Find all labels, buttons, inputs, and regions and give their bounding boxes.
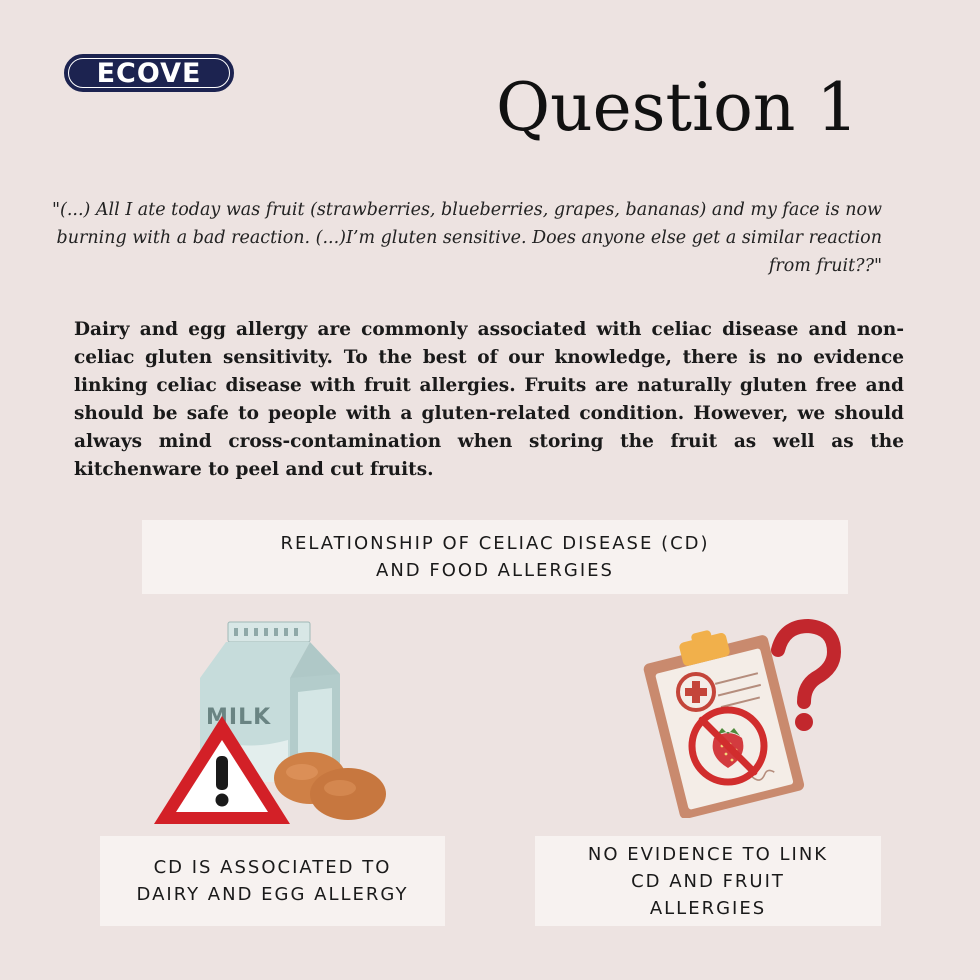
header-box	[142, 520, 848, 594]
header-box-text	[280, 530, 709, 584]
no-fruit-link-illustration	[630, 618, 845, 818]
header-line-2: AND FOOD ALLERGIES	[376, 560, 614, 581]
header-line-1: RELATIONSHIP OF CELIAC DISEASE (CD)	[280, 533, 710, 554]
left-caption-line-2: DAIRY AND EGG ALLERGY	[136, 884, 409, 905]
dairy-egg-caption-text	[137, 854, 409, 908]
right-caption-line-2: CD AND FRUIT	[631, 870, 785, 892]
answer-paragraph: Dairy and egg allergy are commonly associated with celiac disease and non-celiac gluten sensitivity. To the best of our knowledge, there is no evidence linking celiac disease with fruit allergies. Fruits are naturally gluten free and should be safe to people with a gluten-related condition. However, we should always mind cross-contamination when storing the fruit as well as the kitchenware to peel and cut fruits.	[74, 319, 904, 480]
left-caption-line-1: CD IS ASSOCIATED TO	[153, 857, 392, 878]
ecove-logo	[64, 54, 234, 92]
logo-badge	[68, 58, 230, 88]
dairy-egg-illustration	[150, 612, 395, 832]
user-quote: "(...) All I ate today was fruit (strawberries, blueberries, grapes, bananas) and my face is now burning with a bad reaction. (...)I’m gluten sensitive. Does anyone else get a similar reaction from fruit??"	[51, 200, 882, 276]
eggs-icon	[274, 752, 386, 820]
dairy-egg-caption	[100, 836, 445, 926]
right-caption-line-1: NO EVIDENCE TO LINK	[587, 843, 829, 865]
logo-text: ECOVE	[96, 57, 202, 89]
milk-label: MILK	[206, 705, 272, 730]
medical-cross-icon	[678, 674, 714, 710]
right-caption-line-3: ALLERGIES	[649, 897, 767, 919]
fruit-caption	[535, 836, 881, 926]
fruit-caption-text	[588, 841, 828, 922]
page-title: Question 1	[496, 69, 859, 146]
